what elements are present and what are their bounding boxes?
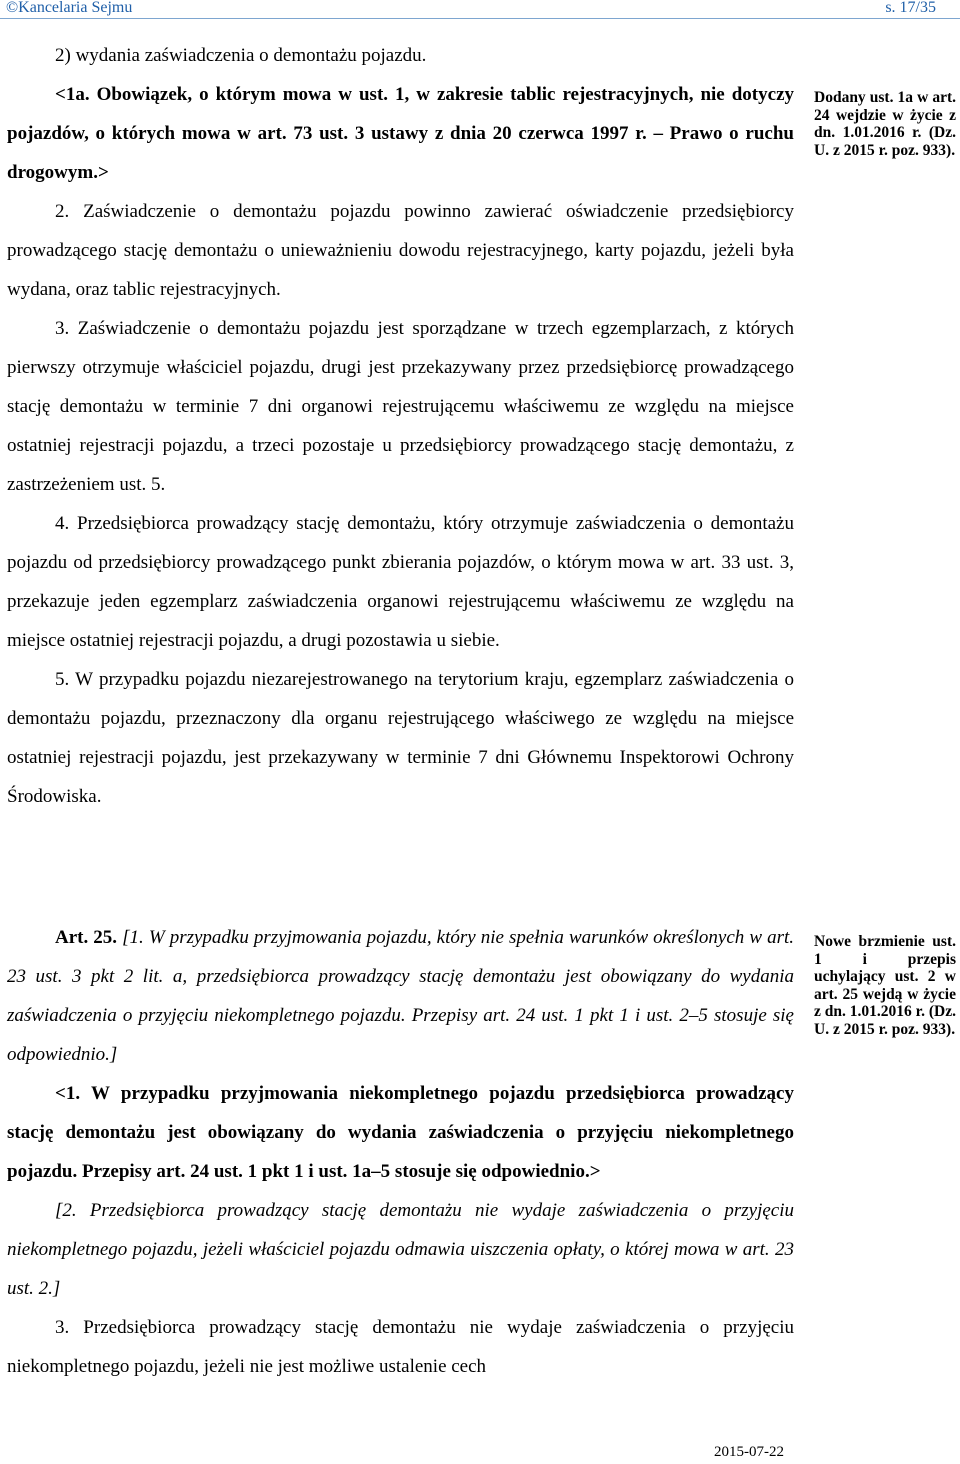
page-header <box>0 0 960 19</box>
article-label: Art. 25. <box>55 927 118 948</box>
article-25-paragraph-3: 3. Przedsiębiorca prowadzący stację demontażu nie wydaje zaświadczenia o przyjęciu niekompletnego pojazdu, jeżeli nie jest możliwe ustalenie cech <box>7 1317 794 1377</box>
article-25-text: [1. W przypadku przyjmowania pojazdu, który nie spełnia warunków określonych w art. 23 ust. 3 pkt 2 lit. a, przedsiębiorca prowadzący stację demontażu jest obowiązany do wydania zaświadczenia o przyjęciu niekompletnego pojazdu. Przepisy art. 24 ust. 1 pkt 1 i ust. 2–5 stosuje się odpowiednio.] <box>7 927 794 1065</box>
footer-date: 2015-07-22 <box>714 1444 784 1460</box>
main-text-lower <box>7 918 794 1386</box>
paragraph-item-2: 2) wydania zaświadczenia o demontażu pojazdu. <box>55 45 427 66</box>
paragraph-1a: <1a. Obowiązek, o którym mowa w ust. 1, w zakresie tablic rejestracyjnych, nie dotyczy pojazdów, o których mowa w art. 73 ust. 3 ustawy z dnia 20 czerwca 1997 r. – Prawo o ruchu drogowym.> <box>7 84 794 183</box>
article-25-paragraph-1-old <box>7 918 794 1074</box>
side-note-2: Nowe brzmienie ust. 1 i przepis uchylający ust. 2 w art. 25 wejdą w życie z dn. 1.01.2016 r. (Dz. U. z 2015 r. poz. 933). <box>814 933 956 1038</box>
main-text-upper <box>7 36 794 816</box>
article-25-paragraph-1-new: <1. W przypadku przyjmowania niekompletnego pojazdu przedsiębiorca prowadzący stację demontażu jest obowiązany do wydania zaświadczenia o przyjęciu niekompletnego pojazdu. Przepisy art. 24 ust. 1 pkt 1 i ust. 1a–5 stosuje się odpowiednio.> <box>7 1083 794 1182</box>
paragraph-3: 3. Zaświadczenie o demontażu pojazdu jest sporządzane w trzech egzemplarzach, z których pierwszy otrzymuje właściciel pojazdu, drugi jest przekazywany przez przedsiębiorcę prowadzącego stację demontażu w terminie 7 dni organowi rejestrującemu właściwemu ze względu na miejsce ostatniej rejestracji pojazdu, a trzeci pozostaje u przedsiębiorcy prowadzącego stację demontażu, z zastrzeżeniem ust. 5. <box>7 318 794 495</box>
page-number: s. 17/35 <box>885 0 936 16</box>
article-25-paragraph-2: [2. Przedsiębiorca prowadzący stację demontażu nie wydaje zaświadczenia o przyjęciu niekompletnego pojazdu, jeżeli właściciel pojazdu odmawia uiszczenia opłaty, o której mowa w art. 23 ust. 2.] <box>7 1200 794 1299</box>
paragraph-5: 5. W przypadku pojazdu niezarejestrowanego na terytorium kraju, egzemplarz zaświadczenia o demontażu pojazdu, przeznaczony dla organu rejestrującego właściwego ze względu na miejsce ostatniej rejestracji pojazdu, jest przekazywany w terminie 7 dni Głównemu Inspektorowi Ochrony Środowiska. <box>7 669 794 807</box>
source-label: ©Kancelaria Sejmu <box>6 0 133 16</box>
paragraph-4: 4. Przedsiębiorca prowadzący stację demontażu, który otrzymuje zaświadczenia o demontażu pojazdu od przedsiębiorcy prowadzącego punkt zbierania pojazdów, o którym mowa w art. 33 ust. 3, przekazuje jeden egzemplarz zaświadczenia organowi rejestrującemu właściwemu ze względu na miejsce ostatniej rejestracji pojazdu, a drugi pozostawia u siebie. <box>7 513 794 651</box>
side-note-1: Dodany ust. 1a w art. 24 wejdzie w życie z dn. 1.01.2016 r. (Dz. U. z 2015 r. poz. 933). <box>814 89 956 159</box>
paragraph-2: 2. Zaświadczenie o demontażu pojazdu powinno zawierać oświadczenie przedsiębiorcy prowadzącego stację demontażu o unieważnieniu dowodu rejestracyjnego, karty pojazdu, jeżeli była wydana, oraz tablic rejestracyjnych. <box>7 201 794 300</box>
